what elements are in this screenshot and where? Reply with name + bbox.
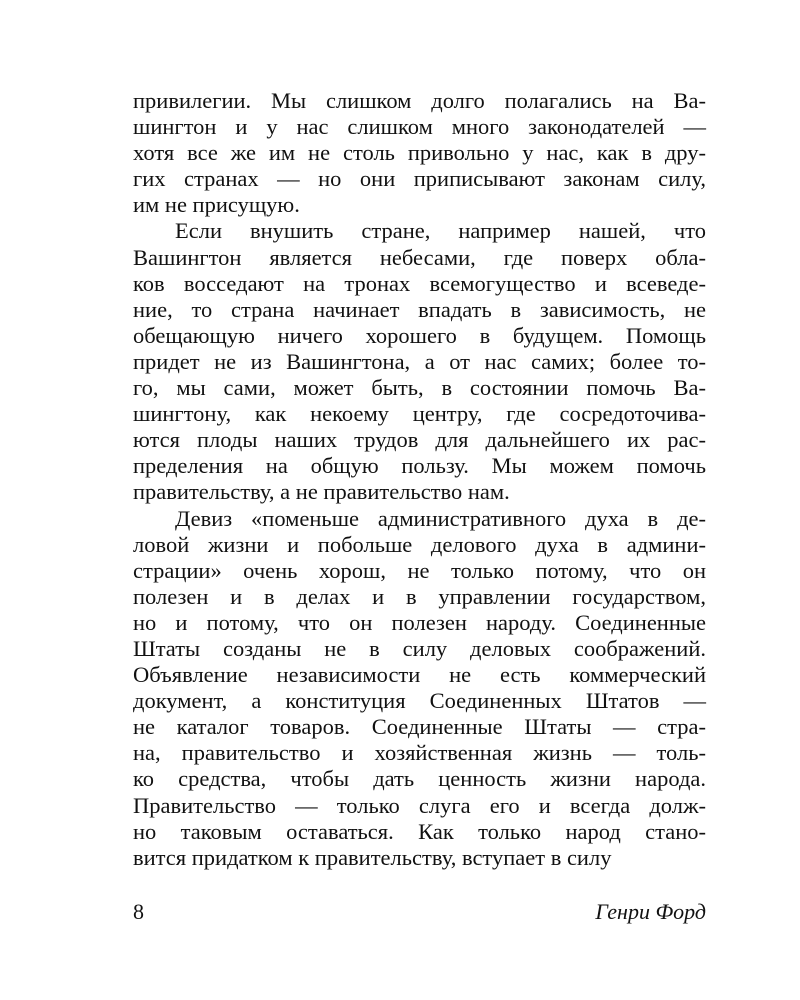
text-line: придет не из Вашингтона, а от нас самих; более то- [133, 348, 706, 374]
body-text [133, 88, 706, 871]
text-line: привилегии. Мы слишком долго полагались на Ва- [133, 88, 706, 113]
text-line: ко средства, чтобы дать ценность жизни народа. [133, 766, 706, 792]
text-line: вится придатком к правительству, вступает в силу [133, 844, 612, 870]
paragraph [133, 88, 706, 218]
text-line: документ, а конституция Соединенных Штатов — [133, 688, 706, 714]
text-line: им не присущую. [133, 192, 300, 218]
text-line: ются плоды наших трудов для дальнейшего их рас- [133, 427, 706, 453]
text-line: не каталог товаров. Соединенные Штаты — стра- [133, 714, 706, 740]
text-line: ков восседают на тронах всемогущество и всеведе- [133, 270, 706, 296]
running-title-author: Генри Форд [595, 899, 706, 924]
paragraph [133, 218, 706, 505]
text-line: правительству, а не правительство нам. [133, 479, 510, 505]
text-line: Девиз «поменьше административного духа в де- [175, 505, 706, 531]
text-line: Если внушить стране, например нашей, что [175, 218, 706, 244]
text-line: пределения на общую пользу. Мы можем помочь [133, 453, 706, 479]
page-footer [133, 898, 706, 926]
text-line: обещающую ничего хорошего в будущем. Помощь [133, 322, 706, 348]
text-line: гих странах — но они приписывают законам силу, [133, 166, 706, 192]
text-line: шингтон и у нас слишком много законодателей — [133, 114, 706, 140]
paragraph [133, 506, 706, 871]
text-line: ние, то страна начинает впадать в зависимость, не [133, 296, 706, 322]
text-line: но и потому, что он полезен народу. Соединенные [133, 609, 706, 635]
page-number: 8 [133, 899, 144, 924]
text-line: страции» очень хорош, не только потому, что он [133, 557, 706, 583]
text-line: Объявление независимости не есть коммерческий [133, 662, 706, 688]
text-line: Штаты созданы не в силу деловых соображений. [133, 635, 706, 661]
text-line: полезен и в делах и в управлении государством, [133, 583, 706, 609]
text-line: ловой жизни и побольше делового духа в админи- [133, 531, 706, 557]
text-line: на, правительство и хозяйственная жизнь — толь- [133, 740, 706, 766]
text-line: хотя все же им не столь привольно у нас, как в дру- [133, 140, 706, 166]
text-line: го, мы сами, может быть, в состоянии помочь Ва- [133, 375, 706, 401]
text-line: Правительство — только слуга его и всегда долж- [133, 792, 706, 818]
text-line: шингтону, как некоему центру, где сосредоточива- [133, 401, 706, 427]
text-line: но таковым оставаться. Как только народ стано- [133, 818, 706, 844]
text-line: Вашингтон является небесами, где поверх обла- [133, 244, 706, 270]
